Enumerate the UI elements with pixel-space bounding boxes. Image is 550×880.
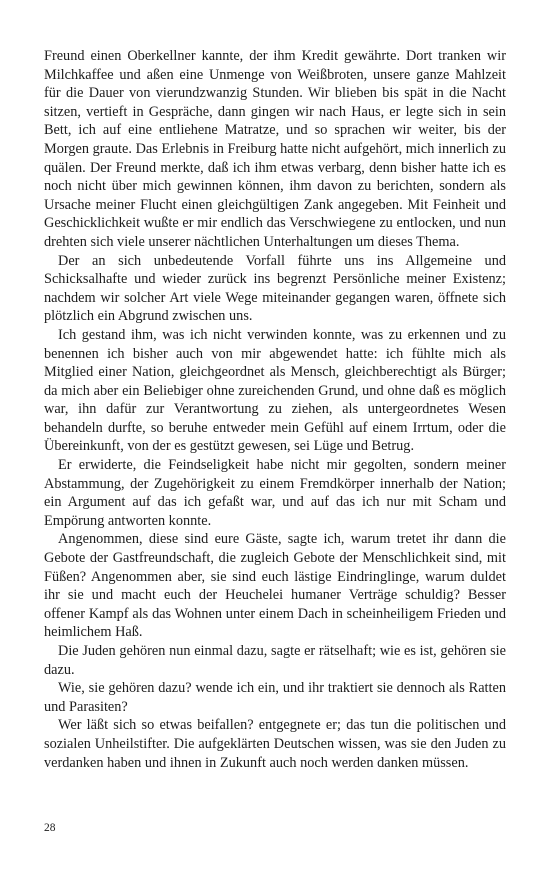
paragraph: Wie, sie gehören dazu? wende ich ein, und ihr traktiert sie dennoch als Ratten und Parasiten? <box>44 680 506 715</box>
paragraph: Er erwiderte, die Feindseligkeit habe nicht mir gegolten, sondern meiner Abstammung, der Zugehörigkeit zu einem Fremdkörper innerhalb der Nation; ein Argument auf das ich gefaßt war, und auf das ich nur mit Scham und Empörung antworten konnte. <box>44 457 506 529</box>
paragraph: Ich gestand ihm, was ich nicht verwinden konnte, was zu erkennen und zu benennen ich bisher auch von mir abgewendet hatte: ich fühlte mich als Mitglied einer Nation, gleichgeordnet als Mensch, gleichberechtigt als Bürger; da mich aber ein Beliebiger ohne zureichenden Grund, und ohne daß es möglich war, ihn dafür zur Verantwortung zu ziehen, als untergeordnetes Wesen behandeln durfte, so beruhe entweder mein Gefühl auf einem Irrtum, oder die Übereinkunft, von der es gestützt gewesen, sei Lüge und Betrug. <box>44 326 506 455</box>
page-number: 28 <box>44 822 56 834</box>
paragraph: Der an sich unbedeutende Vorfall führte uns ins Allgemeine und Schicksalhafte und wieder zurück ins begrenzt Persönliche meiner Existenz; nachdem wir solcher Art viele Wege miteinander gegangen waren, öffnete sich plötzlich ein Abgrund zwischen uns. <box>44 252 506 325</box>
paragraph-continued: Freund einen Oberkellner kannte, der ihm Kredit gewährte. Dort tranken wir Milchkaffee und aßen eine Unmenge von Weißbroten, unsere ganze Mahlzeit für die Dauer von vierundzwanzig Stunden. Wir blieben bis spät in die Nacht sitzen, vertieft in Gespräche, dann gingen wir nach Haus, er legte sich in sein Bett, ich auf eine entliehene Matratze, und so sprachen wir weiter, bis der Morgen graute. Das Erlebnis in Freiburg hatte nicht aufgehört, mich innerlich zu quälen. Der Freund merkte, daß ich ihm etwas verbarg, denn bisher hatte ich es noch nicht über mich gewinnen können, ihm davon zu berichten, sondern als Ursache meiner Flucht einen gleichgültigen Zank angegeben. Mit Feinheit und Geschicklichkeit wußte er mir endlich das Verschwiegene zu entlocken, und nun drehten sich viele unserer nächtlichen Unterhaltungen um dieses Thema. <box>44 48 506 250</box>
body-text <box>44 47 506 772</box>
paragraph: Angenommen, diese sind eure Gäste, sagte ich, warum tretet ihr dann die Gebote der Gastfreundschaft, die zugleich Gebote der Menschlichkeit sind, mit Füßen? Angenommen aber, sie sind euch lästige Eindringlinge, warum duldet ihr sie und macht euch der Heuchelei humaner Verträge schuldig? Besser offener Kampf als das Wohnen unter einem Dach in scheinheiligem Frieden und heimlichem Haß. <box>44 531 506 641</box>
paragraph: Die Juden gehören nun einmal dazu, sagte er rätselhaft; wie es ist, gehören sie dazu. <box>44 643 506 678</box>
paragraph: Wer läßt sich so etwas beifallen? entgegnete er; das tun die politischen und sozialen Unheilstifter. Die aufgeklärten Deutschen wissen, was sie den Juden zu verdanken haben und ihnen in Zukunft auch noch werden danken müssen. <box>44 717 506 771</box>
